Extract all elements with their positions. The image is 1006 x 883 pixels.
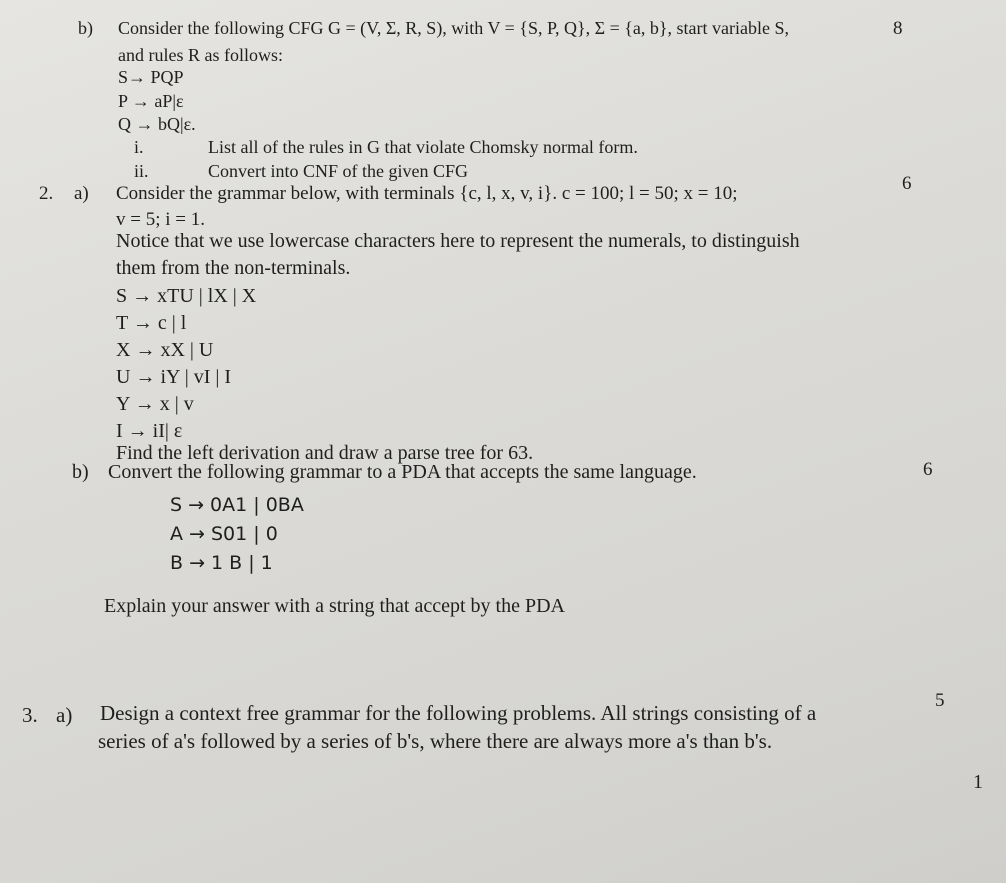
q2a-rule-u: U → iY | vI | I [116,366,232,388]
q2a-notice2: them from the non-terminals. [116,257,351,279]
q1b-label: b) [78,18,93,38]
q2a-find: Find the left derivation and draw a parse tree for 63. [116,442,534,464]
q1b-item2-num: ii. [134,161,149,181]
q2a-label: a) [74,183,89,204]
page-number: 1 [973,771,983,793]
q2a-notice1: Notice that we use lowercase characters here to represent the numerals, to distinguish [116,230,800,252]
q2a-rule-x: X → xX | U [116,339,214,361]
q1b-line1: Consider the following CFG G = (V, Σ, R, S), with V = {S, P, Q}, Σ = {a, b}, start variable S, [118,18,789,38]
q1b-line2: and rules R as follows: [118,45,283,65]
q1b-rule-s: S→ PQP [118,67,184,87]
q2b-line1: Convert the following grammar to a PDA that accepts the same language. [108,461,697,483]
q2b-rule-s: S → 0A1 | 0BA [170,494,304,516]
q2-number: 2. [39,183,54,204]
q1b-rule-q: Q → bQ|ε. [118,114,196,134]
q1b-marks: 8 [893,18,903,39]
q3a-line2: series of a's followed by a series of b's, where there are always more a's than b's. [98,729,773,753]
q2a-rule-y: Y → x | v [116,393,194,415]
q1b-item1-num: i. [134,137,144,157]
q2b-rule-b: B → 1 B | 1 [170,552,273,574]
q2a-marks: 6 [902,173,912,194]
q2a-line2: v = 5; i = 1. [116,209,205,230]
q1b-rule-p: P → aP|ε [118,91,184,111]
q2b-marks: 6 [923,459,933,480]
q3-number: 3. [22,703,38,727]
q2a-rule-s: S → xTU | lX | X [116,285,257,307]
q2a-rule-t: T → c | l [116,312,187,334]
q2b-rule-a: A → S01 | 0 [170,523,278,545]
q2a-line1: Consider the grammar below, with terminals {c, l, x, v, i}. c = 100; l = 50; x = 10; [116,183,738,204]
q2a-rule-i: I → iI| ε [116,420,183,442]
q2b-explain: Explain your answer with a string that accept by the PDA [104,595,565,617]
q2b-label: b) [72,461,89,483]
q1b-item2-text: Convert into CNF of the given CFG [208,161,468,181]
q3a-line1: Design a context free grammar for the following problems. All strings consisting of a [100,701,817,725]
q3a-label: a) [56,703,73,727]
q3a-marks: 5 [935,690,945,711]
q1b-item1-text: List all of the rules in G that violate Chomsky normal form. [208,137,638,157]
